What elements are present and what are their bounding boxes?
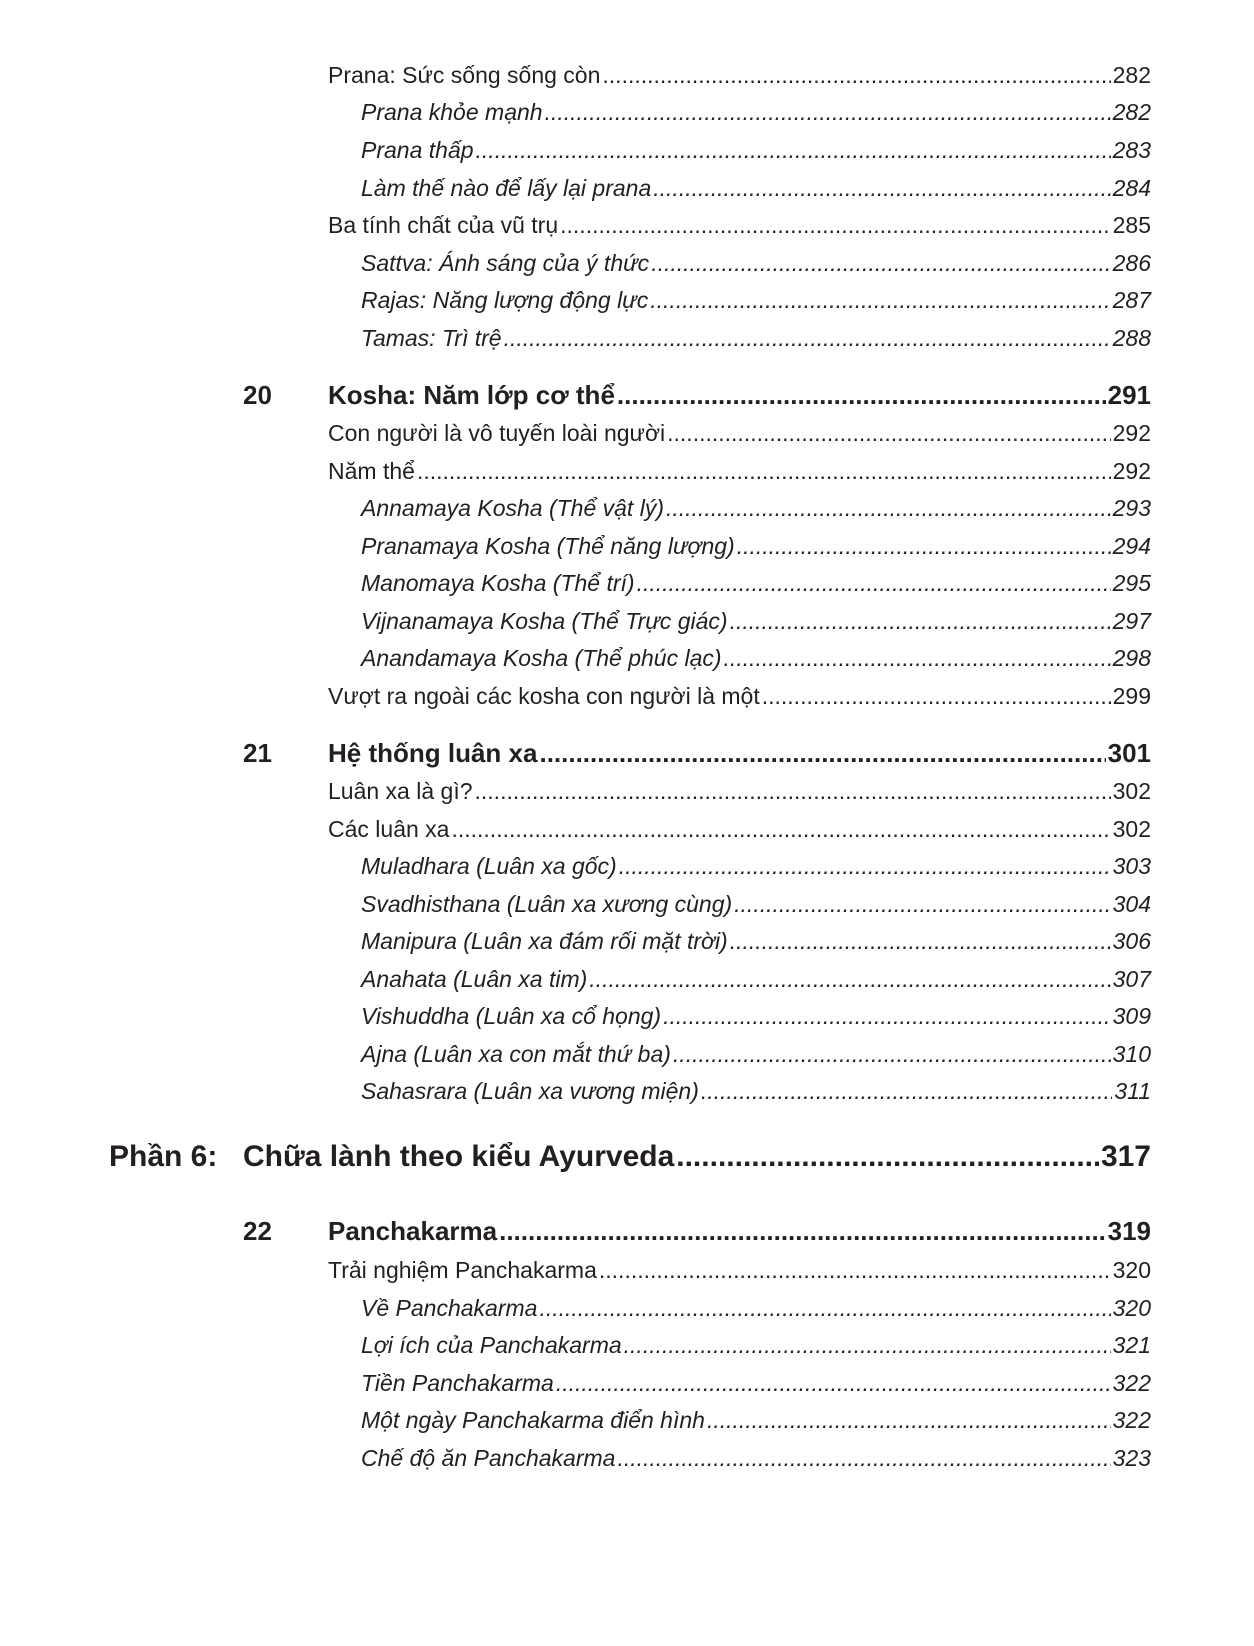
toc-entry-title: Tamas: Trì trệ [361, 325, 502, 351]
dot-leader [650, 287, 1110, 314]
dot-leader [539, 1295, 1110, 1322]
dot-leader [589, 966, 1110, 993]
toc-entry-title: Luân xa là gì? [328, 778, 473, 804]
chapter-number: 21 [243, 738, 272, 768]
toc-subentry[interactable] [361, 137, 1151, 167]
chapter-title: Panchakarma [328, 1216, 498, 1246]
toc-entry-title: Ajna (Luân xa con mắt thứ ba) [361, 1041, 671, 1067]
toc-subentry[interactable] [361, 99, 1151, 129]
toc-entry[interactable] [328, 212, 1151, 242]
toc-entry-title: Con người là vô tuyến loài người [328, 420, 666, 446]
toc-subentry[interactable] [361, 533, 1151, 563]
toc-subentry[interactable] [361, 608, 1151, 638]
toc-entry-title: Ba tính chất của vũ trụ [328, 212, 559, 238]
toc-entry-title: Manomaya Kosha (Thể trí) [361, 570, 635, 596]
toc-entry-page: 322 [1112, 1407, 1151, 1433]
toc-subentry[interactable] [361, 175, 1151, 205]
dot-leader [637, 570, 1111, 597]
toc-entry-title: Vượt ra ngoài các kosha con người là một [328, 683, 760, 709]
dot-leader [701, 1078, 1112, 1105]
toc-chapter[interactable] [328, 738, 1151, 772]
dot-leader [653, 175, 1110, 202]
toc-entry-page: 299 [1112, 683, 1151, 709]
dot-leader [666, 495, 1111, 522]
toc-entry-title: Anandamaya Kosha (Thể phúc lạc) [361, 645, 722, 671]
toc-entry-title: Năm thể [328, 458, 415, 484]
toc-entry-title: Manipura (Luân xa đám rối mặt trời) [361, 928, 728, 954]
toc-entry[interactable] [328, 778, 1151, 808]
dot-leader [617, 1445, 1110, 1472]
toc-entry-title: Pranamaya Kosha (Thể năng lượng) [361, 533, 735, 559]
dot-leader [560, 212, 1110, 239]
toc-subentry[interactable] [361, 495, 1151, 525]
chapter-page: 319 [1107, 1216, 1151, 1246]
toc-entry-page: 282 [1112, 62, 1151, 88]
dot-leader [504, 325, 1111, 352]
toc-entry-page: 293 [1112, 495, 1151, 521]
toc-entry-title: Sahasrara (Luân xa vương miện) [361, 1078, 699, 1104]
dot-leader [417, 458, 1111, 485]
part-label: Phần 6: [109, 1140, 218, 1173]
toc-entry-title: Prana thấp [361, 137, 474, 163]
dot-leader [667, 420, 1110, 447]
toc-entry-page: 292 [1112, 458, 1151, 484]
toc-part[interactable] [243, 1140, 1151, 1178]
toc-entry-page: 285 [1112, 212, 1151, 238]
toc-entry[interactable] [328, 816, 1151, 846]
toc-entry[interactable] [328, 62, 1151, 92]
toc-subentry[interactable] [361, 853, 1151, 883]
dot-leader [556, 1370, 1111, 1397]
dot-leader [545, 99, 1111, 126]
toc-entry-title: Về Panchakarma [361, 1295, 538, 1321]
toc-entry-page: 286 [1112, 250, 1151, 276]
part-page: 317 [1100, 1140, 1151, 1173]
toc-entry-title: Svadhisthana (Luân xa xương cùng) [361, 891, 733, 917]
toc-entry-title: Chế độ ăn Panchakarma [361, 1445, 616, 1471]
toc-entry-title: Muladhara (Luân xa gốc) [361, 853, 617, 879]
toc-entry-title: Trải nghiệm Panchakarma [328, 1257, 597, 1283]
chapter-number: 20 [243, 380, 272, 410]
toc-subentry[interactable] [361, 250, 1151, 280]
toc-entry-title: Vishuddha (Luân xa cổ họng) [361, 1003, 662, 1029]
dot-leader [730, 928, 1111, 955]
toc-entry[interactable] [328, 420, 1151, 450]
dot-leader [651, 250, 1110, 277]
toc-entry-page: 302 [1112, 778, 1151, 804]
toc-entry-page: 292 [1112, 420, 1151, 446]
toc-entry-title: Làm thế nào để lấy lại prana [361, 175, 652, 201]
dot-leader [476, 137, 1111, 164]
dot-leader [734, 891, 1110, 918]
toc-entry[interactable] [328, 683, 1151, 713]
toc-entry-page: 288 [1112, 325, 1151, 351]
toc-chapter[interactable] [328, 1216, 1151, 1250]
toc-entry-page: 304 [1112, 891, 1151, 917]
toc-entry-page: 311 [1114, 1078, 1151, 1104]
toc-subentry[interactable] [361, 966, 1151, 996]
dot-leader [451, 816, 1110, 843]
toc-entry-title: Annamaya Kosha (Thể vật lý) [361, 495, 664, 521]
dot-leader [707, 1407, 1111, 1434]
toc-entry-page: 309 [1112, 1003, 1151, 1029]
dot-leader [663, 1003, 1111, 1030]
dot-leader [724, 645, 1111, 672]
dot-leader [730, 608, 1111, 635]
toc-subentry[interactable] [361, 1003, 1151, 1033]
dot-leader [676, 1140, 1099, 1174]
chapter-page: 301 [1107, 738, 1151, 768]
toc-subentry[interactable] [361, 570, 1151, 600]
toc-entry-page: 287 [1112, 287, 1151, 313]
toc-entry-page: 320 [1112, 1257, 1151, 1283]
toc-subentry[interactable] [361, 1041, 1151, 1071]
toc-entry-title: Anahata (Luân xa tim) [361, 966, 588, 992]
toc-entry-title: Prana khỏe mạnh [361, 99, 543, 125]
toc-entry-page: 294 [1112, 533, 1151, 559]
dot-leader [599, 1257, 1111, 1284]
toc-subentry[interactable] [361, 1407, 1151, 1437]
toc-entry-page: 310 [1112, 1041, 1151, 1067]
toc-subentry[interactable] [361, 1078, 1151, 1108]
toc-entry-title: Tiền Panchakarma [361, 1370, 554, 1396]
part-title: Chữa lành theo kiểu Ayurveda [243, 1140, 675, 1173]
dot-leader [539, 738, 1105, 769]
toc-entry[interactable] [328, 458, 1151, 488]
toc-subentry[interactable] [361, 1332, 1151, 1362]
toc-entry-page: 322 [1112, 1370, 1151, 1396]
dot-leader [619, 853, 1111, 880]
toc-subentry[interactable] [361, 325, 1151, 355]
toc-entry-title: Prana: Sức sống sống còn [328, 62, 601, 88]
chapter-number: 22 [243, 1216, 272, 1246]
toc-entry-title: Một ngày Panchakarma điển hình [361, 1407, 705, 1433]
dot-leader [737, 533, 1111, 560]
toc-subentry[interactable] [361, 891, 1151, 921]
toc-entry-page: 297 [1112, 608, 1151, 634]
toc-subentry[interactable] [361, 645, 1151, 675]
dot-leader [673, 1041, 1111, 1068]
toc-entry-title: Lợi ích của Panchakarma [361, 1332, 622, 1358]
toc-entry-page: 307 [1112, 966, 1151, 992]
toc-subentry[interactable] [361, 1295, 1151, 1325]
dot-leader [499, 1216, 1106, 1247]
toc-entry-page: 303 [1112, 853, 1151, 879]
toc-entry-page: 323 [1112, 1445, 1151, 1471]
toc-entry-page: 298 [1112, 645, 1151, 671]
dot-leader [617, 380, 1106, 411]
chapter-title: Hệ thống luân xa [328, 738, 538, 768]
toc-entry-page: 302 [1112, 816, 1151, 842]
toc-entry-page: 321 [1112, 1332, 1151, 1358]
toc-chapter[interactable] [328, 380, 1151, 414]
toc-entry-title: Vijnanamaya Kosha (Thể Trực giác) [361, 608, 728, 634]
dot-leader [624, 1332, 1111, 1359]
toc-subentry[interactable] [361, 928, 1151, 958]
toc-entry-title: Sattva: Ánh sáng của ý thức [361, 250, 650, 276]
toc-entry-page: 282 [1112, 99, 1151, 125]
toc-subentry[interactable] [361, 287, 1151, 317]
chapter-page: 291 [1107, 380, 1151, 410]
dot-leader [475, 778, 1111, 805]
dot-leader [602, 62, 1110, 89]
toc-entry-page: 320 [1112, 1295, 1151, 1321]
toc-entry-page: 306 [1112, 928, 1151, 954]
toc-subentry[interactable] [361, 1370, 1151, 1400]
toc-entry-page: 284 [1112, 175, 1151, 201]
toc-entry[interactable] [328, 1257, 1151, 1287]
dot-leader [762, 683, 1111, 710]
toc-entry-page: 283 [1112, 137, 1151, 163]
toc-entry-page: 295 [1112, 570, 1151, 596]
toc-entry-title: Các luân xa [328, 816, 450, 842]
toc-entry-title: Rajas: Năng lượng động lực [361, 287, 649, 313]
chapter-title: Kosha: Năm lớp cơ thể [328, 380, 615, 410]
toc-subentry[interactable] [361, 1445, 1151, 1475]
